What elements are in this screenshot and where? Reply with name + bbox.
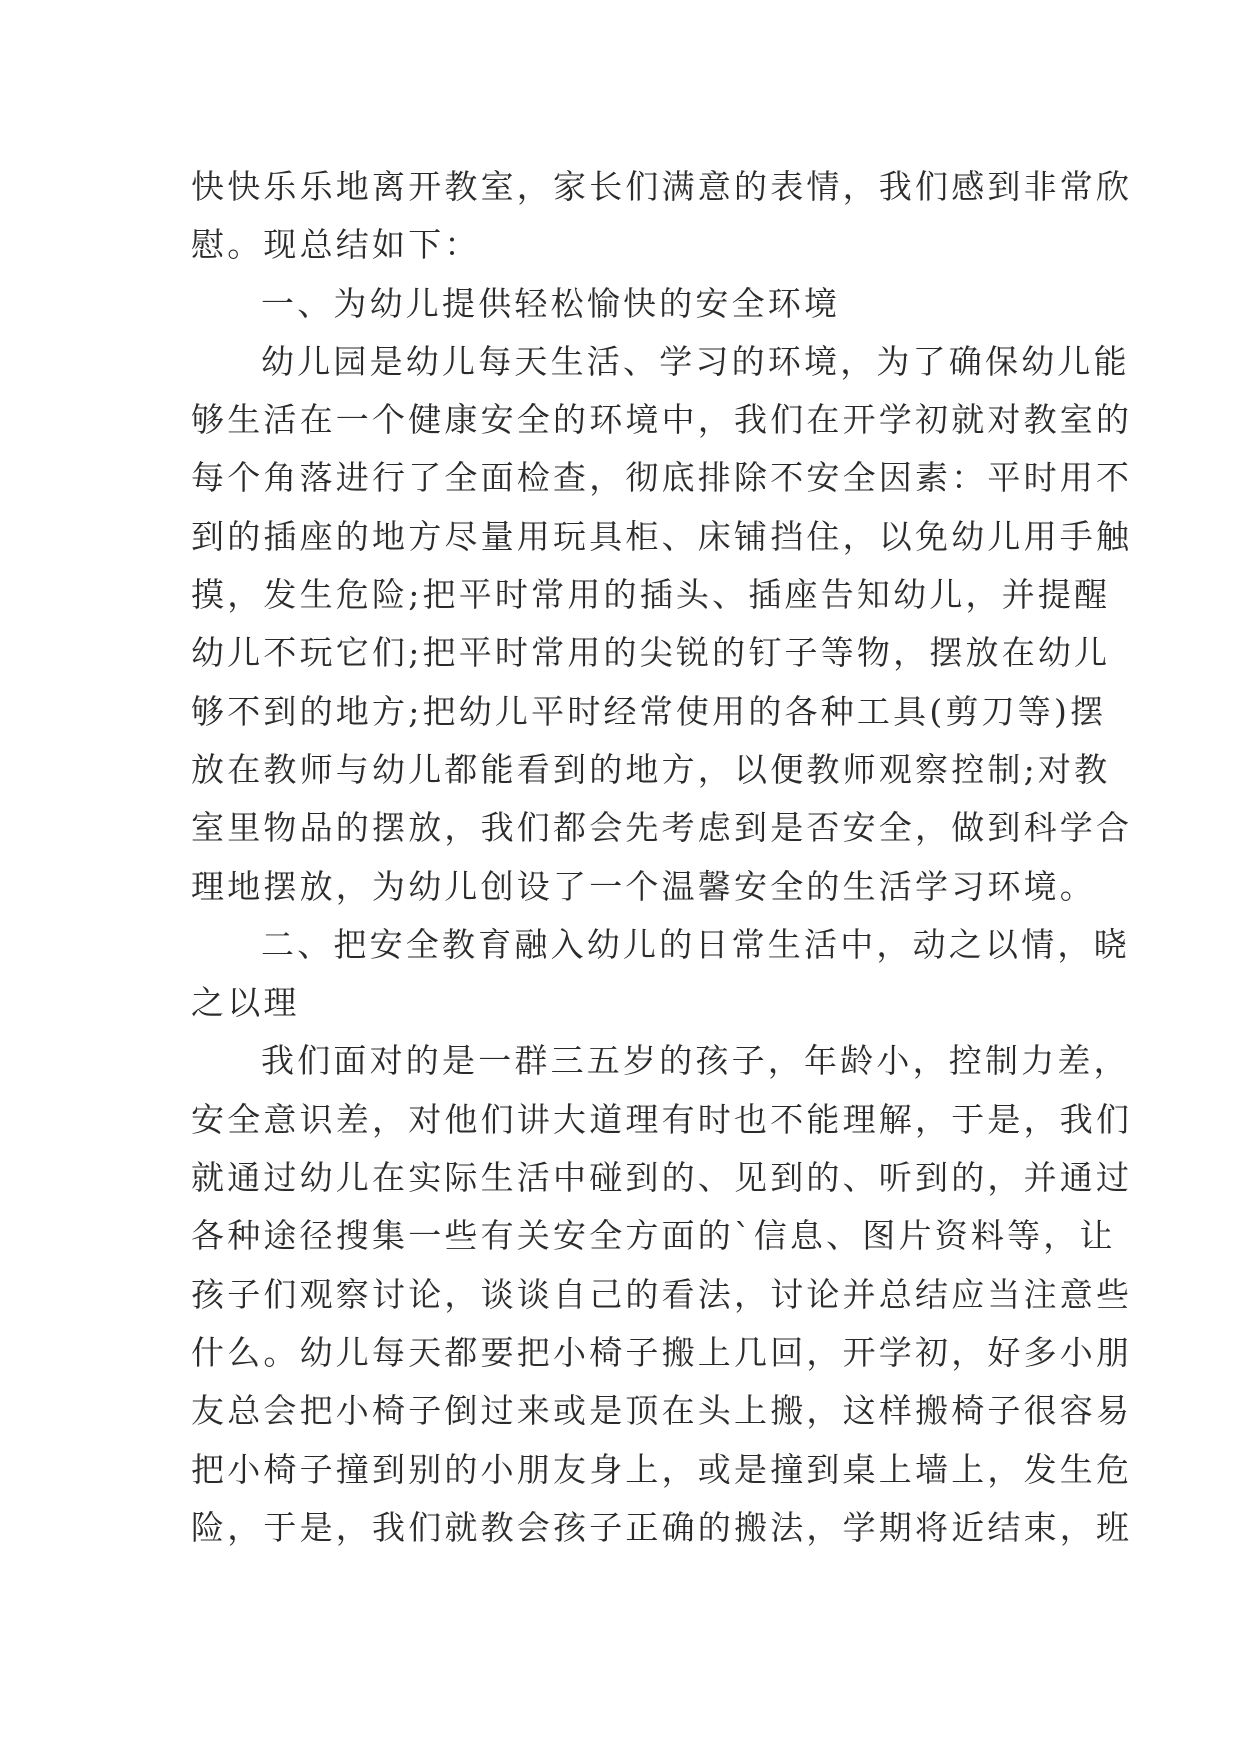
text-line: 摸，发生危险;把平时常用的插头、插座告知幼儿，并提醒 — [191, 575, 1111, 615]
text-line: 各种途径搜集一些有关安全方面的`信息、图片资料等，让 — [191, 1216, 1116, 1256]
text-line: 够生活在一个健康安全的环境中，我们在开学初就对教室的 — [191, 400, 1133, 440]
text-line: 安全意识差，对他们讲大道理有时也不能理解，于是，我们 — [191, 1099, 1133, 1139]
text-line: 快快乐乐地离开教室，家长们满意的表情，我们感到非常欣 — [191, 167, 1133, 206]
text-line: 幼儿不玩它们;把平时常用的尖锐的钉子等物，摆放在幼儿 — [191, 633, 1111, 673]
text-line: 幼儿园是幼儿每天生活、学习的环境，为了确保幼儿能 — [261, 341, 1130, 381]
text-line: 一、为幼儿提供轻松愉快的安全环境 — [261, 283, 841, 323]
text-line: 每个角落进行了全面检查，彻底排除不安全因素：平时用不 — [191, 458, 1133, 498]
text-line: 二、把安全教育融入幼儿的日常生活中，动之以情，晓 — [261, 924, 1130, 964]
text-line: 够不到的地方;把幼儿平时经常使用的各种工具(剪刀等)摆 — [191, 691, 1107, 731]
text-line: 险，于是，我们就教会孩子正确的搬法，学期将近结束，班 — [191, 1507, 1133, 1547]
text-line: 什么。幼儿每天都要把小椅子搬上几回，开学初，好多小朋 — [191, 1332, 1133, 1372]
text-line: 室里物品的摆放，我们都会先考虑到是否安全，做到科学合 — [191, 808, 1133, 848]
text-line: 把小椅子撞到别的小朋友身上，或是撞到桌上墙上，发生危 — [191, 1449, 1133, 1489]
text-line: 慰。现总结如下： — [191, 225, 481, 265]
text-line: 孩子们观察讨论，谈谈自己的看法，讨论并总结应当注意些 — [191, 1274, 1133, 1314]
text-line: 放在教师与幼儿都能看到的地方，以便教师观察控制;对教 — [191, 749, 1111, 789]
text-line: 理地摆放，为幼儿创设了一个温馨安全的生活学习环境。 — [191, 866, 1096, 906]
text-line: 就通过幼儿在实际生活中碰到的、见到的、听到的，并通过 — [191, 1158, 1133, 1198]
document-body — [191, 158, 1133, 1557]
text-line: 友总会把小椅子倒过来或是顶在头上搬，这样搬椅子很容易 — [191, 1391, 1133, 1431]
text-line: 之以理 — [191, 983, 300, 1023]
text-line: 到的插座的地方尽量用玩具柜、床铺挡住，以免幼儿用手触 — [191, 516, 1133, 556]
text-line: 我们面对的是一群三五岁的孩子，年龄小，控制力差， — [261, 1041, 1130, 1081]
